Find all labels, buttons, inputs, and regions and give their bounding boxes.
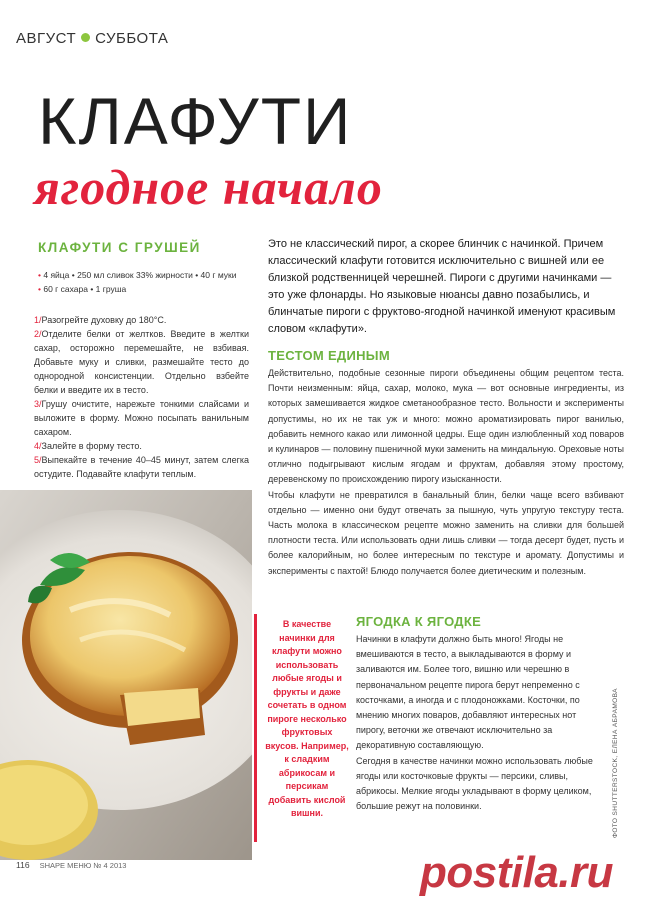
section-body <box>356 632 600 814</box>
bullet-dot-icon <box>81 33 90 42</box>
section-heading: ЯГОДКА К ЯГОДКЕ <box>356 614 482 629</box>
paragraph: Чтобы клафути не превратился в банальный блин, белки чаще всего взбивают отдельно — именно они будут отвечать за пышную, чуть упругую текстуру теста. Часть молока в классическом рецепте можно заменить на сливки для большей плотности теста. Или использовать одни лишь сливки — тогда десерт будет, пусть и более калорийным, но более интересным по текстуре и аромату. Допустимы и эксперименты с пахтой! Блюдо получается более диетическим и полезным. <box>268 489 624 576</box>
paragraph: Действительно, подобные сезонные пироги объединены общим рецептом теста. Почти неизменным: яйца, сахар, молоко, мука — вот основные ингредиенты, из которых замешивается жидкое сметанообразное тесто. Вольности и эксперименты допустимы, но их не так уж и много: можно ароматизировать пирог ванилью, добавить немного какао или лимонной цедры. Еще один излюбленный ход поваров и кулинаров — половину пшеничной муки заменить на миндальную. Ореховые ноты отлично подыгрывают кислым ягодам и фруктам, добавляя этому простому, деревенскому по происхождению пирогу изысканности. <box>268 368 624 485</box>
clafoutis-photo <box>0 490 252 860</box>
bullet-icon: • <box>38 284 41 294</box>
magazine-issue: SHAPE МЕНЮ № 4 2013 <box>39 861 127 870</box>
sidebar-callout <box>254 614 350 842</box>
paragraph: Начинки в клафути должно быть много! Ягоды не вмешиваются в тесто, а выкладываются в форму и заливаются им. Более того, вишню или черешню в первоначальном рецепте пирога берут непременно с косточками, а иногда и с плодоножками. Косточки, по мнению многих поваров, добавляют интересных нот пирогу, веточки же отвечают исключительно за декоративную составляющую. <box>356 634 580 751</box>
recipe-step: 5/Выпекайте в течение 40–45 минут, затем слегка остудите. Подавайте клафути теплым. <box>34 455 249 479</box>
bullet-icon: • <box>38 270 41 280</box>
photo-credit: ФОТО SHUTTERSTOCK, ЕЛЕНА АБРАМОВА <box>612 688 619 838</box>
ingredients-line: • 4 яйца • 250 мл сливок 33% жирности • 40 г муки <box>38 270 237 280</box>
page-number: 116 <box>16 860 30 870</box>
callout-text: В качестве начинки для клафути можно использовать любые ягоды и фрукты и даже сочетать в одном пироге несколько фруктовых вкусов. Например, к сладким абрикосам и персикам добавить кислой вишни. <box>265 619 349 818</box>
section-body <box>268 366 624 579</box>
recipe-step: 4/Залейте в форму тесто. <box>34 441 142 451</box>
recipe-steps <box>34 313 249 481</box>
recipe-step: 3/Грушу очистите, нарежьте тонкими слайсами и выложите в форму. Можно посыпать ванильным сахаром. <box>34 399 249 437</box>
ingredients-line: • 60 г сахара • 1 груша <box>38 284 127 294</box>
ingredients-list <box>38 268 253 296</box>
page-subtitle: ягодное начало <box>34 159 383 215</box>
callout-bar <box>254 614 257 842</box>
section-heading: ТЕСТОМ ЕДИНЫМ <box>268 348 390 363</box>
page-title: КЛАФУТИ <box>38 84 353 158</box>
paragraph: Сегодня в качестве начинки можно использовать любые ягоды или косточковые фрукты — персики, сливы, абрикосы. Мелкие ягоды укладывают в форму целиком, большие режут на половинки. <box>356 755 593 812</box>
header-day: СУББОТА <box>95 30 169 47</box>
recipe-step: 1/Разогрейте духовку до 180°С. <box>34 315 167 325</box>
recipe-step: 2/Отделите белки от желтков. Введите в желтки сахар, осторожно перемешайте, не взбивая. Добавьте муку и сливки, размешайте тесто до однородной консистенции. Отдельно взбейте белки и введите их в тесто. <box>34 329 249 395</box>
section-header <box>16 30 168 47</box>
watermark-logo: postila.ru <box>420 848 614 897</box>
recipe-title: КЛАФУТИ С ГРУШЕЙ <box>38 240 201 255</box>
page-footer <box>16 860 126 870</box>
intro-paragraph: Это не классический пирог, а скорее блинчик с начинкой. Причем классический клафути готовится исключительно с вишней или ее близкой родственницей черешней. Пироги с другими начинками — это уже флонарды. Но языковые нюансы давно позабылись, и блинчатые пироги с фруктово-ягодной начинкой именуют красивым словом «клафути». <box>268 238 616 335</box>
header-month: АВГУСТ <box>16 30 77 47</box>
